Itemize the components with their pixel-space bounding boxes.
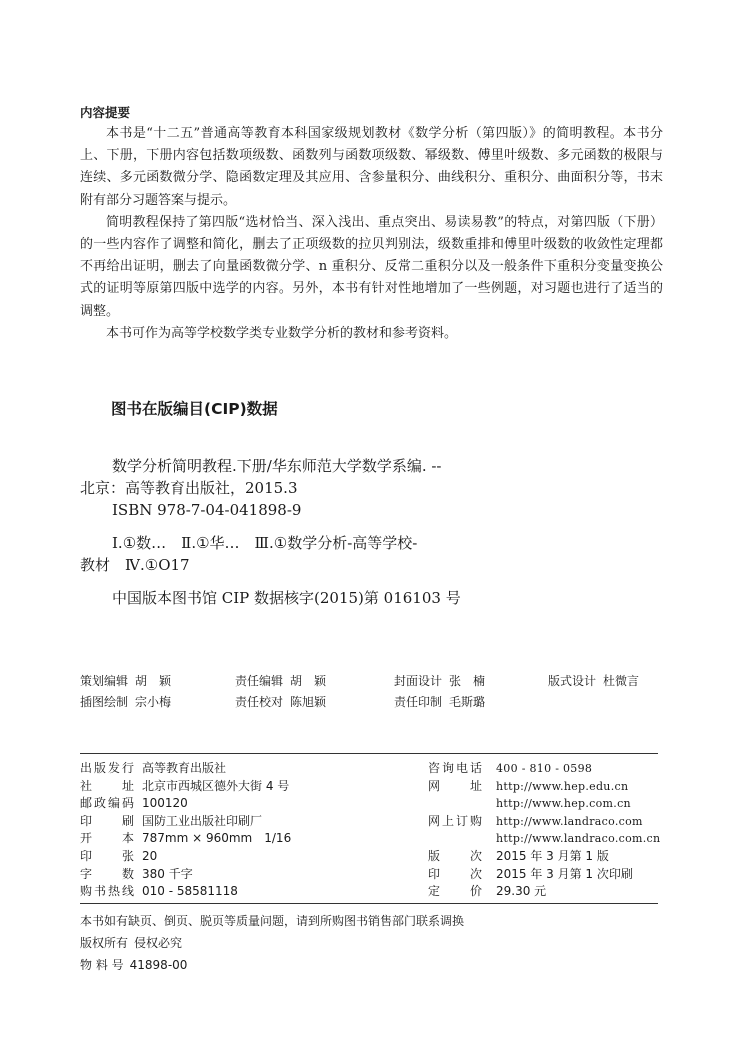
pub-row: 购书热线 010 - 58581118 定价 29.30 元 [80, 884, 547, 899]
order-link: http://www.landraco.com.cn [496, 832, 661, 846]
item-number: 物 料 号 41898-00 [80, 958, 188, 972]
pub-row: 字数 380 千字 印次 2015 年 3 月第 1 次印刷 [80, 866, 633, 881]
credit-row [80, 671, 690, 692]
credit-responsible-editor: 责任编辑 胡 颖 [235, 674, 327, 688]
divider-bottom [80, 903, 658, 904]
quality-notice: 本书如有缺页、倒页、脱页等质量问题，请到所购图书销售部门联系调换 [80, 914, 465, 928]
website-link: http://www.hep.com.cn [496, 797, 631, 811]
credit-printing-supervisor: 责任印制 毛斯璐 [394, 695, 486, 709]
credit-planning-editor: 策划编辑 胡 颖 [80, 674, 172, 688]
footer [80, 910, 464, 976]
summary-paragraph: 本书是“十二五”普通高等教育本科国家级规划教材《数学分析（第四版）》的简明教程。本书分上、下册，下册内容包括数项级数、函数列与函数项级数、幂级数、傅里叶级数、多元函数的极限与连续、多元函数微分学、隐函数定理及其应用、含参量积分、曲线积分、重积分、曲面积分等，书末附有部分习题答案与提示。 [80, 126, 663, 208]
staff-credits [80, 671, 690, 713]
cip-classification-cont: 教材 Ⅳ.①O17 [80, 556, 190, 574]
cip-title-line: 数学分析简明教程.下册/华东师范大学数学系编. -- [112, 457, 442, 475]
cip-isbn: ISBN 978-7-04-041898-9 [112, 501, 302, 519]
cip-heading: 图书在版编目(CIP)数据 [111, 400, 278, 418]
summary-heading: 内容提要 [80, 105, 131, 120]
publication-info [80, 760, 670, 901]
order-link: http://www.landraco.com [496, 814, 643, 828]
cip-classification: Ⅰ.①数… Ⅱ.①华… Ⅲ.①数学分析-高等学校- [112, 534, 418, 552]
divider-top [80, 753, 658, 754]
cip-block [80, 455, 670, 609]
pub-row: 出版发行 高等教育出版社 咨询电话 400 - 810 - 0598 [80, 761, 593, 775]
credit-proofreading: 责任校对 陈旭颖 [235, 695, 327, 709]
copyright-notice: 版权所有 侵权必究 [80, 936, 183, 950]
summary-body [80, 123, 663, 345]
pub-row: 开本 787mm × 960mm 1/16 http://www.landraco.com.cn [80, 830, 670, 848]
credit-layout-design: 版式设计 杜微言 [548, 674, 640, 688]
pub-row: 邮政编码 100120 http://www.hep.com.cn [80, 795, 670, 813]
pub-row: 印刷 国防工业出版社印刷厂 网上订购 http://www.landraco.com [80, 813, 670, 831]
credit-cover-design: 封面设计 张 楠 [394, 674, 486, 688]
summary-paragraph: 简明教程保持了第四版“选材恰当、深入浅出、重点突出、易读易教”的特点，对第四版（下册）的一些内容作了调整和简化，删去了正项级数的拉贝判别法，级数重排和傅里叶级数的收敛性定理都不再给出证明，删去了向量函数微分学、n 重积分、反常二重积分以及一般条件下重积分变量变换公式的证明等原第四版中选学的内容。另外，本书有针对性地增加了一些例题，对习题也进行了适当的调整。 [80, 214, 663, 319]
cip-publisher-line: 北京：高等教育出版社，2015.3 [80, 479, 298, 497]
credit-illustration: 插图绘制 宗小梅 [80, 695, 172, 709]
pub-row: 社址 北京市西城区德外大街 4 号 网址 http://www.hep.edu.cn [80, 778, 670, 796]
cip-approval-number: 中国版本图书馆 CIP 数据核字(2015)第 016103 号 [112, 589, 461, 607]
website-link: http://www.hep.edu.cn [496, 779, 629, 793]
pub-row: 印张 20 版次 2015 年 3 月第 1 版 [80, 848, 609, 863]
credit-row [80, 692, 690, 713]
summary-paragraph: 本书可作为高等学校数学类专业数学分析的教材和参考资料。 [106, 325, 458, 341]
